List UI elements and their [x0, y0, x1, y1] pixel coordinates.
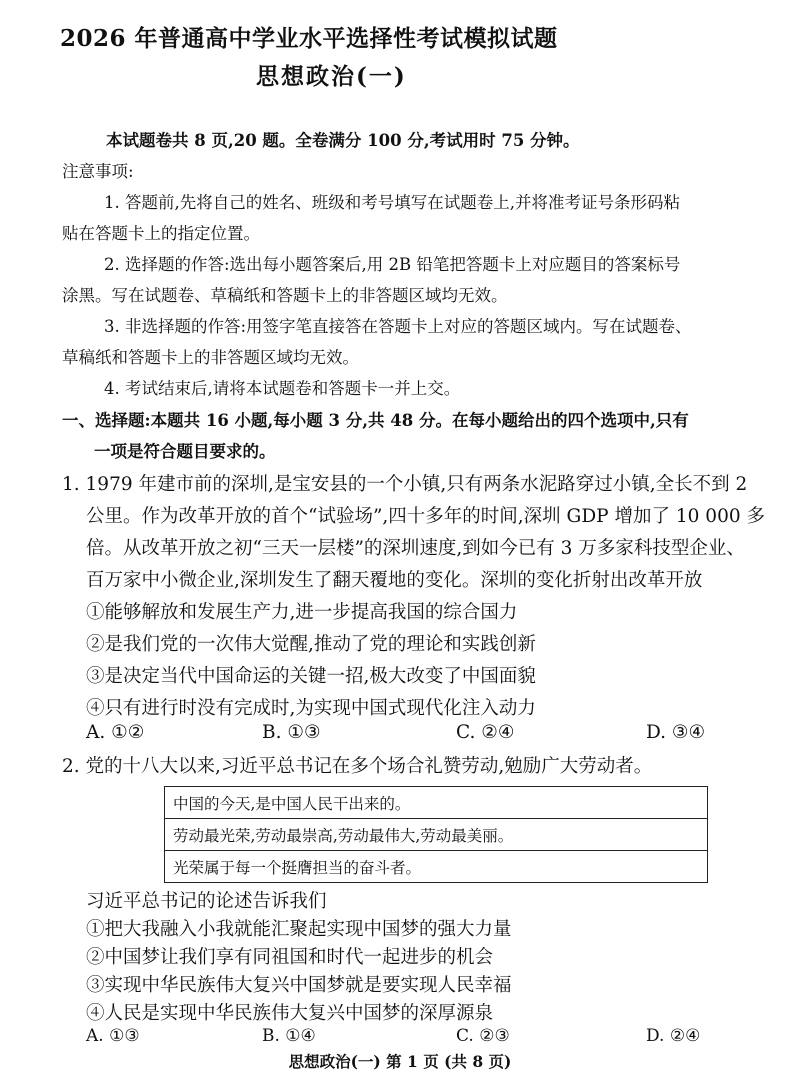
question-2-lead: 习近平总书记的论述告诉我们	[86, 891, 327, 912]
question-2-item: ③实现中华民族伟大复兴中国梦就是要实现人民幸福	[86, 975, 512, 996]
question-2-item: ②中国梦让我们享有同祖国和时代一起进步的机会	[86, 947, 494, 968]
quote-cell: 劳动最光荣,劳动最崇高,劳动最伟大,劳动最美丽。	[165, 819, 708, 851]
section-heading-cont: 一项是符合题目要求的。	[94, 442, 276, 461]
question-2-option-c: C. ②③	[456, 1026, 510, 1046]
question-1-item: ④只有进行时没有完成时,为实现中国式现代化注入动力	[86, 698, 536, 719]
question-2-item: ①把大我融入小我就能汇聚起实现中国梦的强大力量	[86, 919, 512, 940]
quote-table	[164, 786, 708, 883]
question-1-option-a: A. ①②	[86, 722, 145, 743]
notice-line: 2. 选择题的作答:选出每小题答案后,用 2B 铅笔把答题卡上对应题目的答案标号	[104, 255, 681, 274]
notice-line: 3. 非选择题的作答:用签字笔直接答在答题卡上对应的答题区域内。写在试题卷、	[104, 317, 692, 336]
question-1-option-d: D. ③④	[646, 722, 706, 743]
question-2-stem: 2. 党的十八大以来,习近平总书记在多个场合礼赞劳动,勉励广大劳动者。	[62, 756, 653, 777]
notice-line: 贴在答题卡上的指定位置。	[62, 224, 260, 243]
question-1-stem: 倍。从改革开放之初“三天一层楼”的深圳速度,到如今已有 3 万多家科技型企业、	[86, 538, 745, 559]
notice-heading: 注意事项:	[62, 162, 134, 181]
question-2-option-b: B. ①④	[262, 1026, 316, 1046]
question-1-stem: 公里。作为改革开放的首个“试验场”,四十多年的时间,深圳 GDP 增加了 10 000 多	[86, 506, 765, 527]
question-2-item: ④人民是实现中华民族伟大复兴中国梦的深厚源泉	[86, 1003, 494, 1024]
quote-row	[165, 851, 708, 883]
quote-row	[165, 819, 708, 851]
notice-line: 4. 考试结束后,请将本试题卷和答题卡一并上交。	[104, 379, 461, 398]
page-title: 2026 年普通高中学业水平选择性考试模拟试题	[60, 25, 558, 52]
page-subtitle: 思想政治(一)	[256, 63, 407, 90]
question-2-option-a: A. ①③	[86, 1026, 140, 1046]
quote-cell: 中国的今天,是中国人民干出来的。	[165, 787, 708, 819]
question-1-item: ②是我们党的一次伟大觉醒,推动了党的理论和实践创新	[86, 634, 536, 655]
question-1-stem: 百万家中小微企业,深圳发生了翻天覆地的变化。深圳的变化折射出改革开放	[86, 570, 703, 591]
question-1-option-c: C. ②④	[456, 722, 515, 743]
question-1-item: ①能够解放和发展生产力,进一步提高我国的综合国力	[86, 602, 518, 623]
section-heading: 一、选择题:本题共 16 小题,每小题 3 分,共 48 分。在每小题给出的四个选项中,只有	[62, 411, 689, 430]
notice-line: 涂黑。写在试题卷、草稿纸和答题卡上的非答题区域均无效。	[62, 286, 508, 305]
question-1-item: ③是决定当代中国命运的关键一招,极大改变了中国面貌	[86, 666, 536, 687]
notice-line: 1. 答题前,先将自己的姓名、班级和考号填写在试题卷上,并将准考证号条形码粘	[104, 193, 680, 212]
question-2-option-d: D. ②④	[646, 1026, 701, 1046]
notice-line: 草稿纸和答题卡上的非答题区域均无效。	[62, 348, 359, 367]
quote-row	[165, 787, 708, 819]
question-1-option-b: B. ①③	[262, 722, 321, 743]
page-footer: 思想政治(一) 第 1 页 (共 8 页)	[288, 1052, 512, 1071]
exam-summary: 本试题卷共 8 页,20 题。全卷满分 100 分,考试用时 75 分钟。	[106, 131, 580, 150]
quote-cell: 光荣属于每一个挺膺担当的奋斗者。	[165, 851, 708, 883]
question-1-stem: 1. 1979 年建市前的深圳,是宝安县的一个小镇,只有两条水泥路穿过小镇,全长不到 2	[62, 474, 748, 495]
